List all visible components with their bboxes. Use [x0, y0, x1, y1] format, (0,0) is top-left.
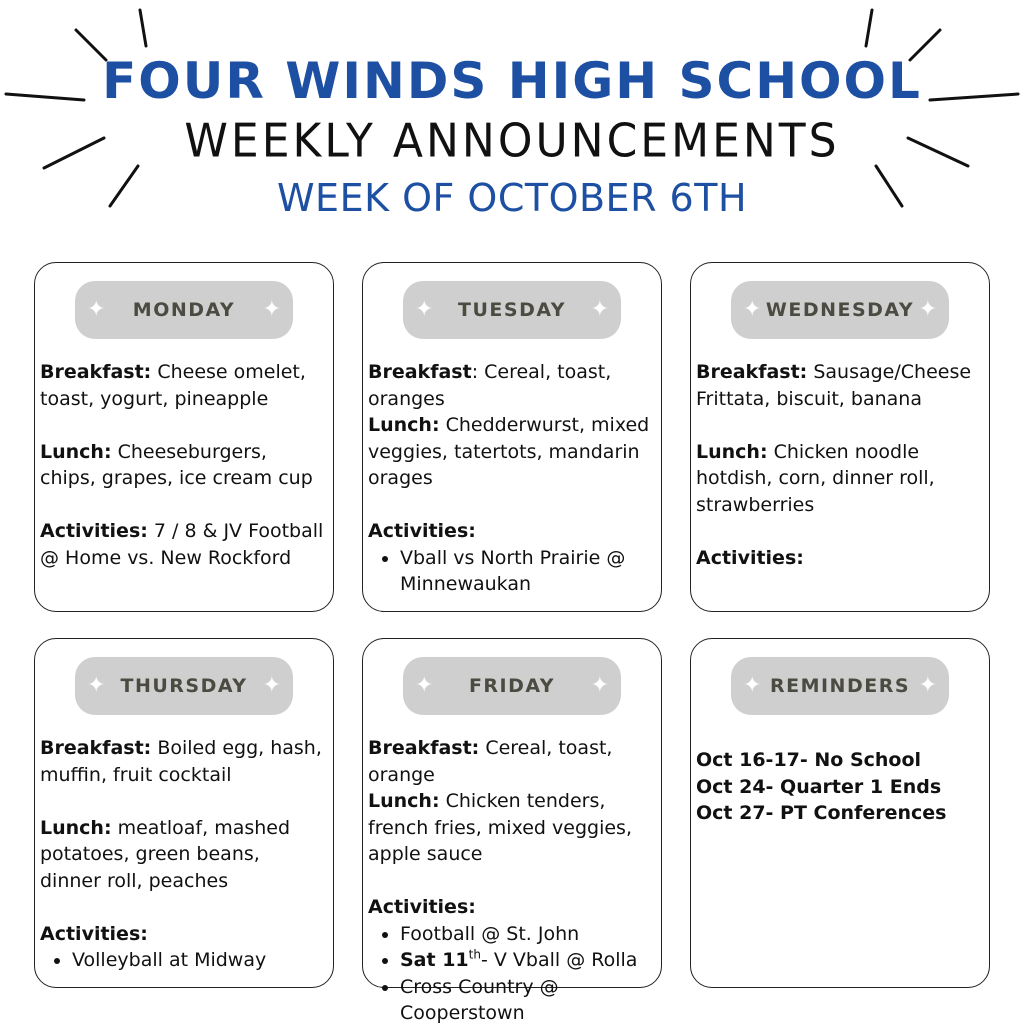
- activities-text: 7 / 8 & JV Football @ Home vs. New Rockford: [40, 520, 324, 569]
- date-suffix: th: [468, 947, 481, 962]
- activities-label: Activities:: [696, 546, 804, 569]
- activities-list: [368, 921, 653, 1027]
- reminders-title: REMINDERS: [769, 675, 911, 697]
- day-pill: [75, 281, 293, 339]
- sparkle-icon: ✦: [87, 297, 106, 322]
- list-item: • Football @ St. John: [400, 921, 653, 948]
- day-content: [696, 359, 981, 571]
- card-wednesday: [690, 262, 990, 612]
- activity-text: - V Vball @ Rolla: [480, 949, 638, 971]
- activities-label: Activities:: [40, 520, 148, 542]
- sparkle-icon: ✦: [262, 297, 281, 322]
- day-content: [40, 735, 325, 974]
- reminder-item: Oct 24- Quarter 1 Ends: [696, 775, 942, 798]
- activities-list: [40, 947, 325, 974]
- day-title: FRIDAY: [468, 675, 556, 697]
- breakfast-label: Breakfast:: [368, 737, 480, 759]
- lunch-text: Cheeseburgers, chips, grapes, ice cream cup: [40, 440, 313, 489]
- day-pill: [403, 657, 621, 715]
- card-monday: [34, 262, 334, 612]
- breakfast-text: Sausage/Cheese Frittata, biscuit, banana: [696, 361, 972, 410]
- burst-line: [866, 10, 872, 46]
- activities-label: Activities:: [368, 896, 476, 918]
- card-tuesday: [362, 262, 662, 612]
- sparkle-icon: ✦: [743, 297, 762, 322]
- day-pill: [731, 657, 949, 715]
- card-reminders: [690, 638, 990, 988]
- day-title: WEDNESDAY: [765, 299, 915, 321]
- breakfast-text: : Cereal, toast, oranges: [368, 361, 612, 410]
- breakfast-label: Breakfast:: [40, 737, 152, 759]
- day-title: THURSDAY: [120, 675, 248, 697]
- lunch-text: Chedderwurst, mixed veggies, tatertots, mandarin orages: [368, 414, 650, 489]
- burst-line: [140, 10, 146, 46]
- lunch-text: Chicken noodle hotdish, corn, dinner roll, strawberries: [696, 440, 935, 516]
- breakfast-text: Cheese omelet, toast, yogurt, pineapple: [40, 361, 306, 410]
- card-thursday: [34, 638, 334, 988]
- lunch-label: Lunch:: [368, 790, 440, 812]
- reminder-item: Oct 16-17- No School: [696, 749, 922, 771]
- day-content: [368, 735, 653, 1027]
- day-pill: [403, 281, 621, 339]
- date-bold: Sat 11: [400, 949, 469, 971]
- school-title: FOUR WINDS HIGH SCHOOL: [102, 52, 922, 110]
- announcements-subtitle: WEEKLY ANNOUNCEMENTS: [184, 114, 840, 169]
- sparkle-icon: ✦: [918, 673, 937, 698]
- breakfast-label: Breakfast:: [40, 361, 152, 383]
- lunch-text: meatloaf, mashed potatoes, green beans, dinner roll, peaches: [40, 816, 291, 892]
- lunch-label: Lunch:: [368, 414, 440, 436]
- lunch-label: Lunch:: [696, 440, 768, 463]
- list-item: • Cross Country @ Cooperstown: [400, 974, 653, 1027]
- list-item: [400, 947, 653, 974]
- week-heading: WEEK OF OCTOBER 6TH: [276, 176, 748, 220]
- day-pill: [731, 281, 949, 339]
- activities-label: Activities:: [40, 922, 148, 945]
- day-title: MONDAY: [132, 299, 236, 321]
- day-title: TUESDAY: [458, 299, 566, 321]
- lunch-label: Lunch:: [40, 816, 112, 839]
- lunch-label: Lunch:: [40, 440, 112, 463]
- sparkle-icon: ✦: [415, 297, 434, 322]
- list-item: • Volleyball at Midway: [72, 947, 325, 974]
- sparkle-icon: ✦: [262, 673, 281, 698]
- reminder-item: Oct 27- PT Conferences: [696, 802, 947, 824]
- list-item: • Vball vs North Prairie @ Minnewaukan: [400, 545, 653, 598]
- day-pill: [75, 657, 293, 715]
- breakfast-text: Cereal, toast, orange: [368, 737, 613, 786]
- sparkle-icon: ✦: [743, 673, 762, 698]
- card-friday: [362, 638, 662, 1024]
- sparkle-icon: ✦: [415, 673, 434, 698]
- sparkle-icon: ✦: [87, 673, 106, 698]
- sparkle-icon: ✦: [918, 297, 937, 322]
- sparkle-icon: ✦: [590, 673, 609, 698]
- breakfast-label: Breakfast: [368, 361, 472, 383]
- reminders-list: [696, 747, 946, 827]
- breakfast-label: Breakfast:: [696, 361, 808, 383]
- lunch-text: Chicken tenders, french fries, mixed veggies, apple sauce: [368, 790, 632, 865]
- day-content: [368, 359, 653, 598]
- activities-label: Activities:: [368, 520, 476, 542]
- sparkle-icon: ✦: [590, 297, 609, 322]
- activities-list: [368, 545, 653, 598]
- day-content: [40, 359, 325, 571]
- breakfast-text: Boiled egg, hash, muffin, fruit cocktail: [40, 737, 322, 786]
